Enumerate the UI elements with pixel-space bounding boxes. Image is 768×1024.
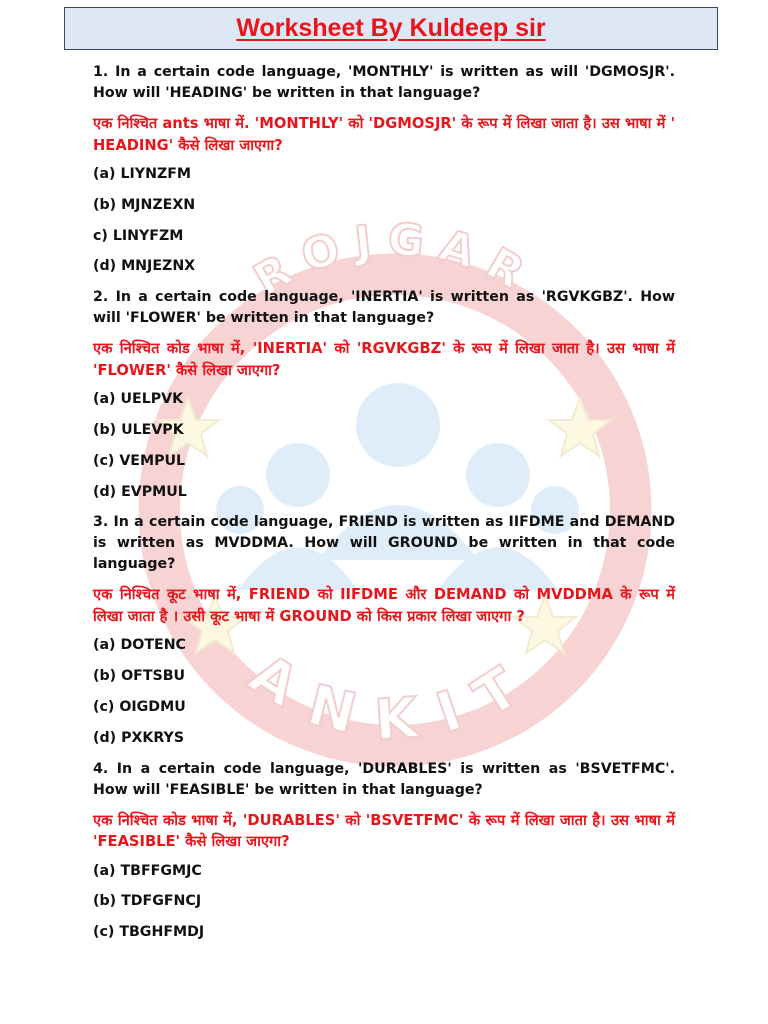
- option-b: (b) TDFGFNCJ: [93, 893, 202, 910]
- question-text-hindi: एक निश्चित कूट भाषा में, FRIEND को IIFDME और DEMAND को MVDDMA के रूप में लिखा जाता है । उसी कूट भाषा में GROUND को किस प्रकार लिखा जाएगा ?: [93, 586, 675, 625]
- watermark-top-text: ROJGAR: [245, 213, 545, 307]
- question-text-hindi: एक निश्चित ants भाषा में. 'MONTHLY' को 'DGMOSJR' के रूप में लिखा जाता है। उस भाषा में ' HEADING' कैसे लिखा जाएगा?: [93, 115, 675, 154]
- question-text: 2. In a certain code language, 'INERTIA' is written as 'RGVKGBZ'. How will 'FLOWER' be written in that language?: [93, 289, 675, 327]
- option-a: (a) DOTENC: [93, 637, 186, 654]
- watermark-bottom-text: ANKIT: [238, 641, 552, 754]
- worksheet-header: [64, 7, 718, 50]
- question-text: 4. In a certain code language, 'DURABLES' is written as 'BSVETFMC'. How will 'FEASIBLE' be written in that language?: [93, 760, 675, 798]
- option-a: (a) UELPVK: [93, 391, 184, 408]
- worksheet-title: Worksheet By Kuldeep sir: [236, 14, 546, 42]
- option-c: (c) VEMPUL: [93, 452, 186, 469]
- question-list: [93, 62, 675, 953]
- option-b: (b) MJNZEXN: [93, 196, 196, 213]
- question-4: [93, 759, 675, 944]
- question-1: [93, 62, 675, 277]
- option-d: (d) PXKRYS: [93, 729, 185, 746]
- option-c: c) LINYFZM: [93, 227, 184, 244]
- option-a: (a) TBFFGMJC: [93, 862, 202, 879]
- question-text: 3. In a certain code language, FRIEND is written as IIFDME and DEMAND is written as MVDDMA. How will GROUND be written in that code language?: [93, 514, 675, 573]
- question-text-hindi: एक निश्चित कोड भाषा में, 'DURABLES' को 'BSVETFMC' के रूप में लिखा जाता है। उस भाषा में 'FEASIBLE' कैसे लिखा जाएगा?: [93, 811, 675, 851]
- option-c: (c) OIGDMU: [93, 698, 186, 715]
- question-text-hindi: एक निश्चित कोड भाषा में, 'INERTIA' को 'RGVKGBZ' के रूप में लिखा जाता है। उस भाषा में 'FLOWER' कैसे लिखा जाएगा?: [93, 340, 675, 379]
- option-d: (d) EVPMUL: [93, 483, 187, 500]
- option-b: (b) OFTSBU: [93, 668, 186, 685]
- question-2: [93, 287, 675, 502]
- option-c: (c) TBGHFMDJ: [93, 924, 205, 941]
- question-3: [93, 512, 675, 748]
- question-text: 1. In a certain code language, 'MONTHLY' is written as will 'DGMOSJR'. How will 'HEADING' be written in that language?: [93, 64, 675, 101]
- option-b: (b) ULEVPK: [93, 421, 184, 438]
- option-a: (a) LIYNZFM: [93, 166, 192, 182]
- option-d: (d) MNJEZNX: [93, 258, 196, 275]
